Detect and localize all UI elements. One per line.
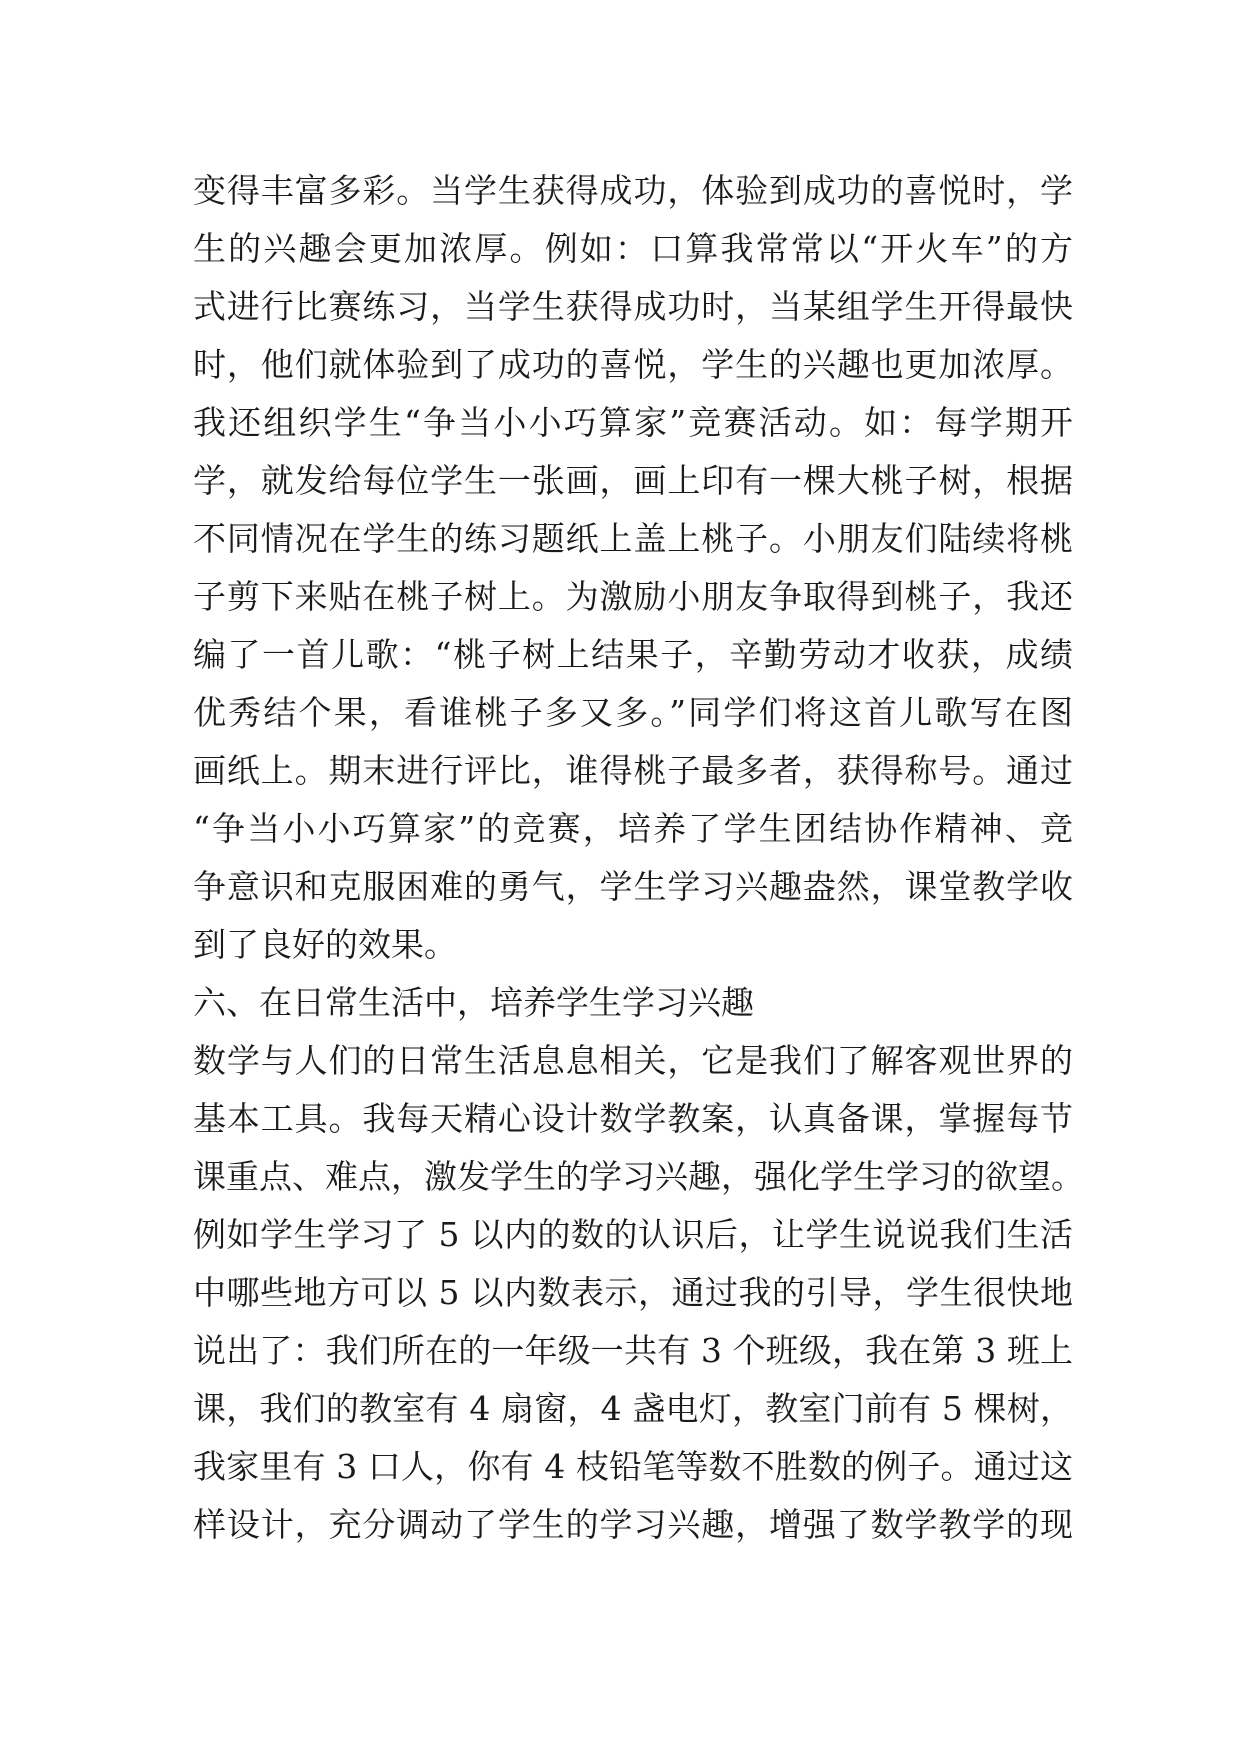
text-line: 课，我们的教室有 4 扇窗，4 盏电灯，教室门前有 5 棵树， (193, 1389, 1073, 1428)
text-line: 我家里有 3 口人，你有 4 枝铅笔等数不胜数的例子。通过这 (193, 1447, 1073, 1486)
text-line: 到了良好的效果。 (193, 925, 457, 964)
text-line: 课重点、难点，激发学生的学习兴趣，强化学生学习的欲望。 (193, 1157, 1084, 1196)
text-line: 中哪些地方可以 5 以内数表示，通过我的引导，学生很快地 (193, 1273, 1073, 1312)
text-line: 优秀结个果，看谁桃子多又多。”同学们将这首儿歌写在图 (193, 693, 1073, 732)
text-line: 不同情况在学生的练习题纸上盖上桃子。小朋友们陆续将桃 (193, 519, 1073, 558)
text-line: 数学与人们的日常生活息息相关，它是我们了解客观世界的 (193, 1041, 1073, 1080)
text-line: 争意识和克服困难的勇气，学生学习兴趣盎然，课堂教学收 (193, 867, 1073, 906)
text-line: 我还组织学生“争当小小巧算家”竞赛活动。如：每学期开 (193, 403, 1073, 442)
body-text (193, 162, 1084, 1554)
text-line: 生的兴趣会更加浓厚。例如：口算我常常以“开火车”的方 (193, 229, 1073, 268)
text-line: 说出了：我们所在的一年级一共有 3 个班级，我在第 3 班上 (193, 1331, 1073, 1370)
text-line: 基本工具。我每天精心设计数学教案，认真备课，掌握每节 (193, 1099, 1073, 1138)
section-heading: 六、在日常生活中，培养学生学习兴趣 (193, 983, 754, 1022)
text-line: 式进行比赛练习，当学生获得成功时，当某组学生开得最快 (193, 287, 1073, 326)
text-line: 学，就发给每位学生一张画，画上印有一棵大桃子树，根据 (193, 461, 1073, 500)
text-line: 子剪下来贴在桃子树上。为激励小朋友争取得到桃子，我还 (193, 577, 1073, 616)
text-line: 变得丰富多彩。当学生获得成功，体验到成功的喜悦时，学 (193, 171, 1073, 210)
text-line: 例如学生学习了 5 以内的数的认识后，让学生说说我们生活 (193, 1215, 1073, 1254)
text-line: “争当小小巧算家”的竞赛，培养了学生团结协作精神、竞 (193, 809, 1073, 848)
text-line: 时，他们就体验到了成功的喜悦，学生的兴趣也更加浓厚。 (193, 345, 1073, 384)
text-line: 画纸上。期末进行评比，谁得桃子最多者，获得称号。通过 (193, 751, 1073, 790)
text-line: 编了一首儿歌：“桃子树上结果子，辛勤劳动才收获，成绩 (193, 635, 1073, 674)
text-line: 样设计，充分调动了学生的学习兴趣，增强了数学教学的现 (193, 1505, 1073, 1544)
